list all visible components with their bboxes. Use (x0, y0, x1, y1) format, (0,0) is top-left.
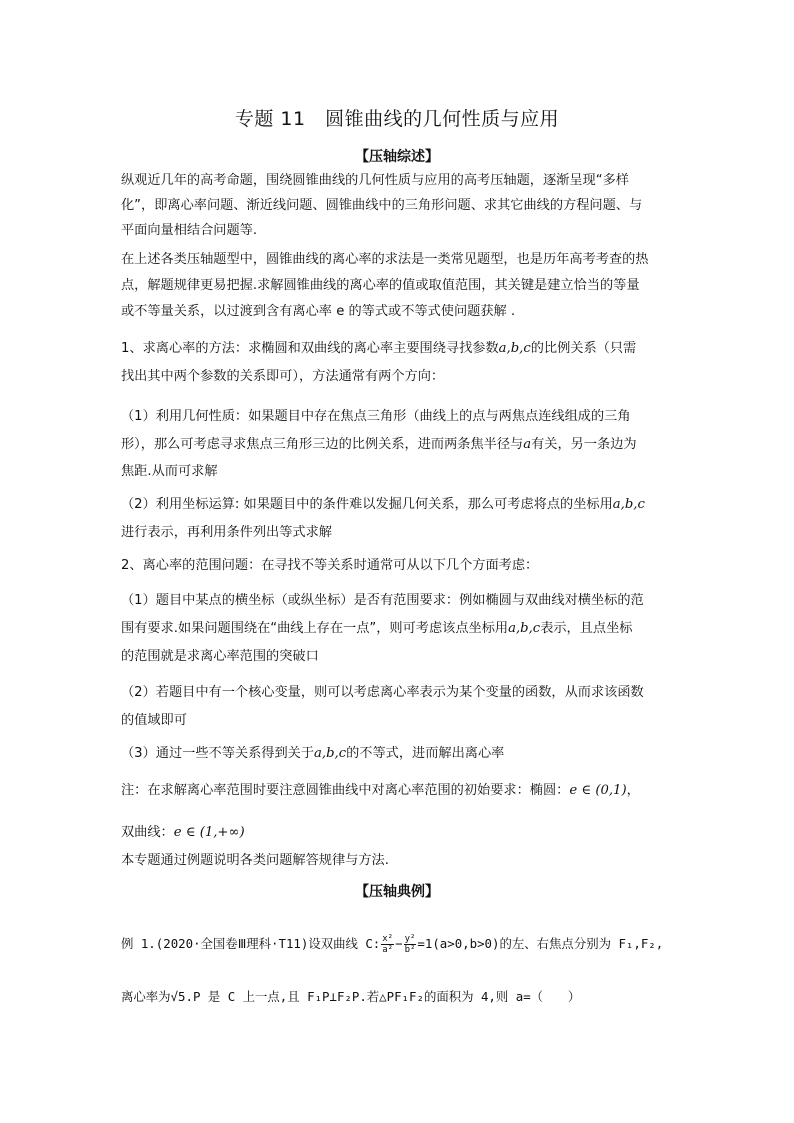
math-run: a,b,c (498, 341, 531, 356)
paragraph-line: 纵观近几年的高考命题，围绕圆锥曲线的几何性质与应用的高考压轴题，逐渐呈现“多样 (121, 173, 629, 188)
text-run: 注：在求解离心率范围时要注意圆锥曲线中对离心率范围的初始要求：椭圆： (121, 783, 570, 798)
text-run: 1、求离心率的方法：求椭圆和双曲线的离心率主要围绕寻找参数 (121, 341, 499, 356)
paragraph-line: 找出其中两个参数的关系即可），方法通常有两个方向： (121, 369, 445, 384)
paragraph-line: 或不等量关系，以过渡到含有离心率 e 的等式或不等式使问题获解 . (121, 304, 516, 319)
math-run: a,b,c (508, 621, 541, 636)
minus-sign: − (395, 936, 403, 951)
paragraph-line: 平面向量相结合问题等. (121, 223, 258, 238)
paragraph-line (121, 745, 504, 763)
text-run: 的比例关系（只需 (530, 341, 637, 356)
paragraph-line (121, 496, 645, 514)
paragraph-line: 的范围就是求离心率范围的突破口 (121, 649, 319, 664)
fraction-y2-over-b2: $\frac{\text{y²}}{\text{b²}}$ (404, 934, 416, 955)
paragraph-line: （2）若题目中有一个核心变量，则可以考虑离心率表示为某个变量的函数，从而求该函数 (121, 685, 644, 700)
paragraph-line: 化”，即离心率问题、渐近线问题、圆锥曲线中的三角形问题、求其它曲线的方程问题、与 (121, 198, 643, 213)
text-run: 双曲线： (121, 825, 174, 840)
paragraph-line (121, 824, 245, 842)
paragraph-line: 2、离心率的范围问题：在寻找不等关系时通常可从以下几个方面考虑： (121, 558, 539, 573)
text-run: （3）通过一些不等关系得到关于 (121, 746, 315, 761)
text-run: 表示，且点坐标 (540, 621, 633, 636)
paragraph-line (121, 782, 640, 800)
paragraph-line (121, 620, 633, 638)
paragraph-line (121, 340, 636, 358)
math-run: a,b,c (314, 746, 347, 761)
text-run: 例 1.(2020·全国卷Ⅲ理科·T11)设双曲线 C: (121, 936, 381, 951)
section-heading-examples: 【压轴典例】 (355, 884, 439, 900)
text-run: 有关，另一条边为 (531, 437, 637, 452)
section-heading-overview: 【压轴综述】 (355, 149, 439, 165)
example-1-line-2: 离心率为√5.P 是 C 上一点,且 F₁P⊥F₂P.若△PF₁F₂的面积为 4,则 a=（ ） (121, 989, 581, 1004)
paragraph-line: 点，解题规律更易把握.求解圆锥曲线的离心率的值或取值范围，其关键是建立恰当的等量 (121, 278, 640, 293)
paragraph-line: 在上述各类压轴题型中，圆锥曲线的离心率的求法是一类常见题型，也是历年高考考查的热 (121, 252, 649, 267)
fraction-x2-over-a2: $\frac{\text{x²}}{\text{a²}}$ (382, 934, 394, 955)
math-run: e ∈ (0,1) (569, 783, 627, 798)
page-title: 专题 11 圆锥曲线的几何性质与应用 (234, 108, 560, 130)
example-1-line-1 (121, 934, 663, 955)
paragraph-line: 本专题通过例题说明各类问题解答规律与方法. (121, 853, 389, 868)
text-run: 的不等式，进而解出离心率 (346, 746, 505, 761)
text-run: （2）利用坐标运算: 如果题目中的条件难以发掘几何关系，那么可考虑将点的坐标用 (121, 497, 613, 512)
paragraph-line: 进行表示，再利用条件列出等式求解 (121, 525, 332, 540)
text-run: ， (626, 783, 640, 798)
paragraph-line: 焦距.从而可求解 (121, 464, 218, 479)
paragraph-line: （1）题目中某点的横坐标（或纵坐标）是否有范围要求：例如椭圆与双曲线对横坐标的范 (121, 593, 644, 608)
text-run: 围有要求.如果问题围绕在“曲线上存在一点”，则可考虑该点坐标用 (121, 621, 509, 636)
math-run: e ∈ (1,+∞) (173, 825, 245, 840)
paragraph-line: （1）利用几何性质：如果题目中存在焦点三角形（曲线上的点与两焦点连线组成的三角 (121, 409, 631, 424)
paragraph-line (121, 436, 637, 454)
text-run: =1(a>0,b>0)的左、右焦点分别为 F₁,F₂, (417, 936, 664, 951)
text-run: 形），那么可考虑寻求焦点三角形三边的比例关系，进而两条焦半径与 (121, 437, 524, 452)
paragraph-line: 的值域即可 (121, 713, 187, 728)
math-run: a (523, 437, 532, 452)
math-run: a,b,c (612, 497, 645, 512)
